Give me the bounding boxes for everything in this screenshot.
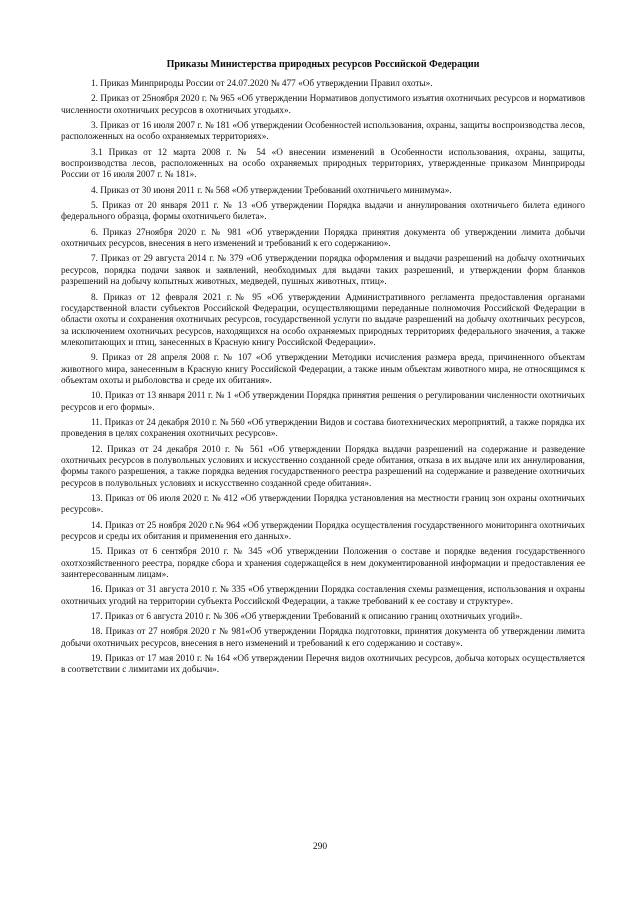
- list-item: 15. Приказ от 6 сентября 2010 г. № 345 «Об утверждении Положения о составе и порядке ведения государственного охотхозяйственного реестра, порядке сбора и хранения содержащейся в нем документированной информации и предоставления ее заинтересованным лицам».: [61, 547, 585, 581]
- list-item: 9. Приказ от 28 апреля 2008 г. № 107 «Об утверждении Методики исчисления размера вреда, причиненного объектам животного мира, занесенным в Красную книгу Российской Федерации, а также иным объектам животного мира, не относящимся к объектам охоты и рыболовства и среде их обитания».: [61, 353, 585, 386]
- list-item: 6. Приказ 27ноября 2020 г. № 981 «Об утверждении Порядка принятия документа об утверждении лимита добычи охотничьих ресурсов, внесения в него изменений и требований к его содержанию».: [61, 227, 585, 250]
- list-item: 16. Приказ от 31 августа 2010 г. № 335 «Об утверждении Порядка составления схемы размещения, использования и охраны охотничьих угодий на территории субъекта Российской Федерации, а также требований к ее составу и структуре».: [61, 585, 585, 607]
- list-item: 11. Приказ от 24 декабря 2010 г. № 560 «Об утверждении Видов и состава биотехнических мероприятий, а также порядка их проведения в целях сохранения охотничьих ресурсов».: [61, 417, 585, 440]
- list-item: 2. Приказ от 25ноября 2020 г. № 965 «Об утверждении Нормативов допустимого изъятия охотничьих ресурсов и нормативов численности охотничьих ресурсов в охотничьих угодьях».: [61, 94, 585, 116]
- list-item: 3.1 Приказ от 12 марта 2008 г. № 54 «О внесении изменений в Особенности использования, охраны, защиты, воспроизводства лесов, расположенных на особо охраняемых природных территориях, утвержденные приказом Минприроды России от 16 июля 2007 г. № 181».: [61, 147, 585, 181]
- list-item: 12. Приказ от 24 декабря 2010 г. № 561 «Об утверждении Порядка выдачи разрешений на содержание и разведение охотничьих ресурсов в полувольных условиях и искусственно созданной среде обитания, отказа в их выдаче или их аннулирования, формы такого разрешения, а также порядка ведения государственного реестра разрешений на содержание и разведение охотничьих ресурсов в полувольных условиях и искусственно созданной среде обитания».: [61, 444, 585, 489]
- page-number: 290: [312, 842, 328, 852]
- document-page: [61, 58, 585, 681]
- list-item: 19. Приказ от 17 мая 2010 г. № 164 «Об утверждении Перечня видов охотничьих ресурсов, добыча которых осуществляется в соответствии с лимитами их добычи».: [61, 654, 585, 676]
- list-item: 13. Приказ от 06 июля 2020 г. № 412 «Об утверждении Порядка установления на местности границ зон охраны охотничьих ресурсов».: [61, 494, 585, 516]
- list-item: 18. Приказ от 27 ноября 2020 г № 981«Об утверждении Порядка подготовки, принятия документа об утверждении лимита добычи охотничьих ресурсов, внесения в него изменений и требований к его содержанию и составу».: [61, 627, 585, 649]
- list-item: 17. Приказ от 6 августа 2010 г. № 306 «Об утверждении Требований к описанию границ охотничьих угодий».: [91, 612, 523, 623]
- document-title: Приказы Министерства природных ресурсов Российской Федерации: [166, 59, 480, 70]
- list-item: 10. Приказ от 13 января 2011 г. № 1 «Об утверждении Порядка принятия решения о регулировании численности охотничьих ресурсов и его формы».: [61, 391, 585, 413]
- orders-list: [61, 79, 585, 677]
- list-item: 3. Приказ от 16 июля 2007 г. № 181 «Об утверждении Особенностей использования, охраны, защиты воспроизводства лесов, расположенных на особо охраняемых территориях».: [61, 121, 585, 143]
- list-item: 4. Приказ от 30 июня 2011 г. № 568 «Об утверждении Требований охотничьего минимума».: [91, 185, 452, 196]
- list-item: 1. Приказ Минприроды России от 24.07.2020 № 477 «Об утверждении Правил охоты».: [91, 79, 433, 89]
- list-item: 14. Приказ от 25 ноября 2020 г.№ 964 «Об утверждении Порядка осуществления государственного мониторинга охотничьих ресурсов и среды их обитания и применения его данных».: [61, 520, 585, 543]
- list-item: 7. Приказ от 29 августа 2014 г. № 379 «Об утверждении порядка оформления и выдачи разрешений на добычу охотничьих ресурсов, порядка подачи заявок и заявлений, необходимых для выдачи таких разрешений, и утверждении форм бланков разрешений на добычу копытных животных, медведей, пушных животных, птиц».: [61, 254, 585, 288]
- list-item: 5. Приказ от 20 января 2011 г. № 13 «Об утверждении Порядка выдачи и аннулирования охотничьего билета единого федерального образца, формы охотничьего билета».: [61, 201, 585, 223]
- list-item: 8. Приказ от 12 февраля 2021 г.№ 95 «Об утверждении Административного регламента предоставления органами государственной власти субъектов Российской Федерации, осуществляющими переданные полномочия Российской Федерации в области охоты и сохранения охотничьих ресурсов, государственной услуги по выдаче разрешений на добычу охотничьих ресурсов, за исключением охотничьих ресурсов, находящихся на особо охраняемых природных территориях федерального значения, а также млекопитающих и птиц, занесенных в Красную книгу Российской Федерации».: [61, 292, 585, 348]
